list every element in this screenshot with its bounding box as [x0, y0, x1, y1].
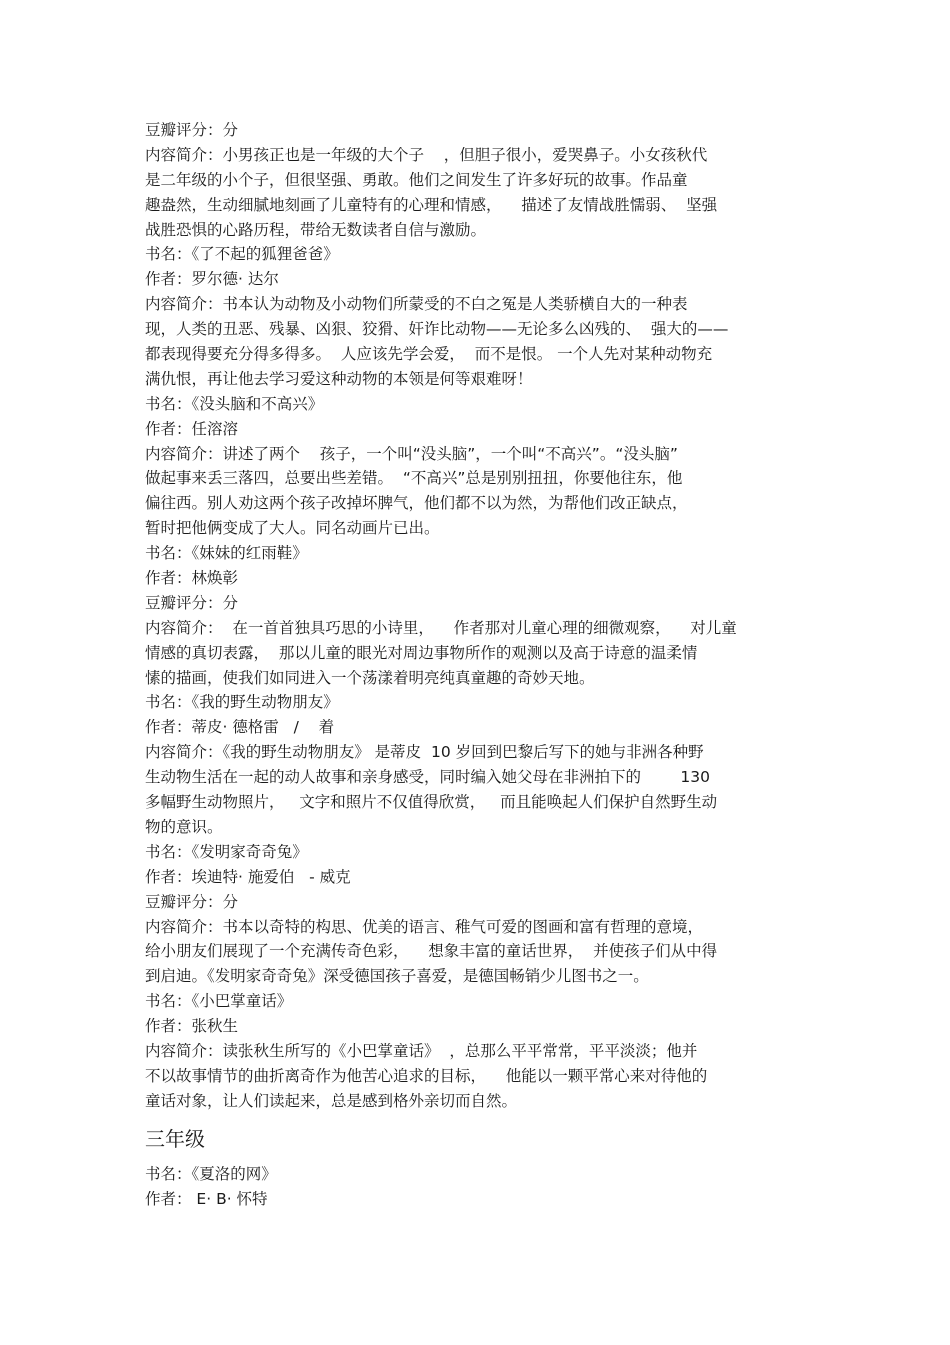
book-author-line: 作者：埃迪特· 施爱伯 - 威克 [145, 867, 351, 886]
text-line: 趣盎然，生动细腻地刻画了儿童特有的心理和情感， 描述了友情战胜懦弱、 坚强 [145, 195, 718, 214]
douban-rating-line: 豆瓣评分：分 [145, 121, 239, 139]
text-line: 战胜恐惧的心路历程，带给无数读者自信与激励。 [145, 220, 487, 239]
text-line: 情感的真切表露， 那以儿童的眼光对周边事物所作的观测以及高于诗意的温柔情 [145, 643, 698, 662]
book-summary-line: 内容简介：讲述了两个 孩子，一个叫“没头脑”，一个叫“不高兴”。“没头脑” [145, 444, 678, 463]
book-title-line: 书名：《没头脑和不高兴》 [145, 394, 324, 413]
book-summary-line: 内容简介： 在一首首独具巧思的小诗里， 作者那对儿童心理的细微观察， 对儿童 [145, 618, 737, 637]
book-author-line: 作者：林焕彰 [145, 569, 239, 588]
text-line: 现，人类的丑恶、残暴、凶狠、狡猾、奸诈比动物——无论多么凶残的、 强大的—— [145, 320, 729, 339]
book-list-grade-2 [145, 118, 815, 1114]
text-line: 愫的描画，使我们如同进入一个荡漾着明亮纯真童趣的奇妙天地。 [145, 668, 595, 687]
douban-rating-line: 豆瓣评分：分 [145, 892, 239, 911]
book-summary-line: 内容简介：读张秋生所写的《小巴掌童话》 ，总那么平平常常，平平淡淡；他并 [145, 1041, 698, 1060]
text-line: 童话对象，让人们读起来，总是感到格外亲切而自然。 [145, 1091, 518, 1110]
section-heading-grade-3: 三年级 [145, 1126, 205, 1151]
text-line: 偏往西。别人劝这两个孩子改掉坏脾气，他们都不以为然，为帮他们改正缺点， [145, 494, 688, 513]
book-summary-line: 内容简介：书本以奇特的构思、优美的语言、稚气可爱的图画和富有哲理的意境， [145, 917, 704, 936]
text-line: 满仇恨，再让他去学习爱这种动物的本领是何等艰难呀！ [145, 369, 533, 388]
book-author-line: 作者： E· B· 怀特 [145, 1189, 268, 1208]
book-title-line: 书名：《妹妹的红雨鞋》 [145, 544, 308, 563]
book-list-grade-3 [145, 1162, 815, 1212]
text-line: 暂时把他俩变成了大人。同名动画片已出。 [145, 519, 440, 538]
book-title-line: 书名：《发明家奇奇兔》 [145, 842, 308, 861]
book-title-line: 书名：《我的野生动物朋友》 [145, 693, 339, 712]
text-line: 生动物生活在一起的动人故事和亲身感受，同时编入她父母在非洲拍下的 130 [145, 768, 711, 787]
book-title-line: 书名：《了不起的狐狸爸爸》 [145, 245, 339, 264]
douban-rating-line: 豆瓣评分：分 [145, 593, 239, 612]
text-line: 多幅野生动物照片， 文字和照片不仅值得欣赏， 而且能唤起人们保护自然野生动 [145, 793, 718, 812]
text-line: 都表现得要充分得多得多。 人应该先学会爱， 而不是恨。 一个人先对某种动物充 [145, 345, 713, 364]
book-author-line: 作者：蒂皮· 德格雷 / 着 [145, 718, 335, 737]
text-line: 给小朋友们展现了一个充满传奇色彩， 想象丰富的童话世界， 并使孩子们从中得 [145, 942, 718, 961]
text-line: 做起事来丢三落四，总要出些差错。 “不高兴”总是别别扭扭，你要他往东，他 [145, 469, 683, 488]
book-title-line: 书名：《夏洛的网》 [145, 1164, 277, 1183]
book-summary-line: 内容简介：小男孩正也是一年级的大个子 ，但胆子很小，爱哭鼻子。小女孩秋代 [145, 145, 708, 164]
document-body [145, 118, 815, 1211]
book-author-line: 作者：张秋生 [145, 1017, 239, 1036]
book-summary-line: 内容简介：书本认为动物及小动物们所蒙受的不白之冤是人类骄横自大的一种表 [145, 295, 688, 314]
text-line: 是二年级的小个子，但很坚强、勇敢。他们之间发生了许多好玩的故事。作品童 [145, 170, 688, 189]
book-author-line: 作者：罗尔德· 达尔 [145, 270, 279, 289]
book-summary-line: 内容简介：《我的野生动物朋友》 是蒂皮 10 岁回到巴黎后写下的她与非洲各种野 [145, 743, 704, 762]
book-author-line: 作者：任溶溶 [145, 419, 239, 438]
text-line: 物的意识。 [145, 817, 223, 836]
text-line: 不以故事情节的曲折离奇作为他苦心追求的目标， 他能以一颗平常心来对待他的 [145, 1066, 708, 1085]
text-line: 到启迪。《发明家奇奇兔》深受德国孩子喜爱，是德国畅销少儿图书之一。 [145, 967, 649, 986]
book-title-line: 书名：《小巴掌童话》 [145, 992, 293, 1011]
